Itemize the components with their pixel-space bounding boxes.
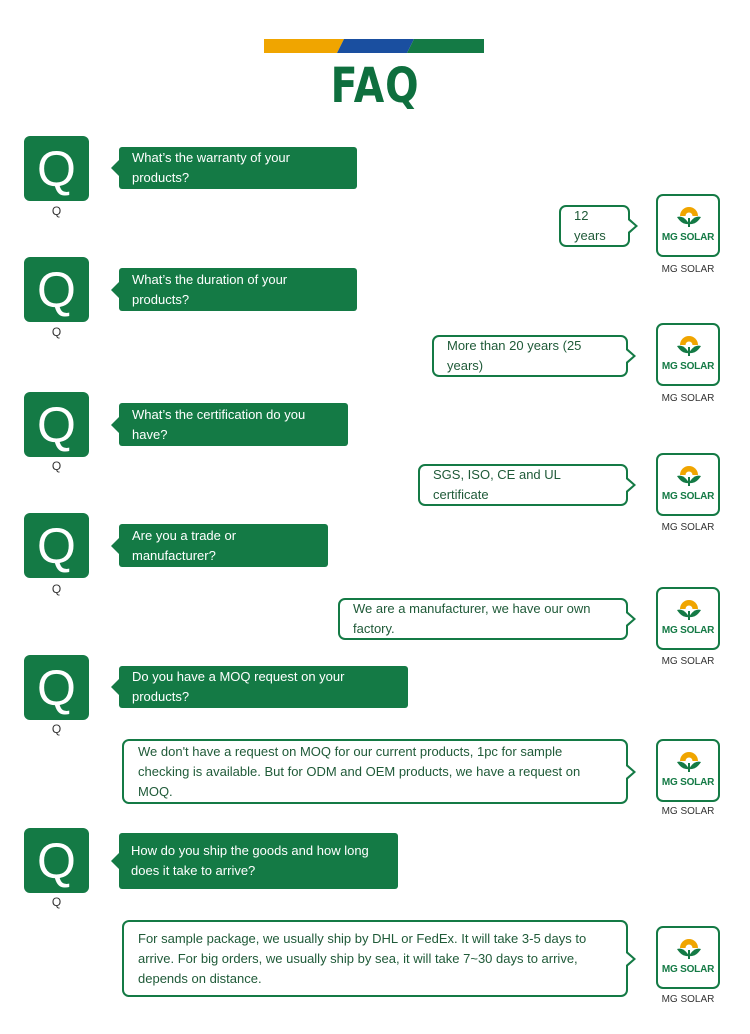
- sun-leaf-icon: [675, 936, 703, 960]
- question-bubble: What’s the warranty of your products?: [119, 147, 357, 189]
- question-badge-letter: Q: [37, 396, 76, 453]
- answer-bubble: [432, 335, 628, 377]
- brand-logo: [656, 926, 720, 989]
- brand-logo-text: MG SOLAR: [661, 964, 715, 975]
- answer-bubble: [338, 598, 628, 640]
- brand-logo-text: MG SOLAR: [661, 625, 715, 636]
- question-bubble: What’s the certification do you have?: [119, 403, 348, 446]
- question-badge-letter: Q: [37, 261, 76, 318]
- header-color-bar: [264, 39, 484, 53]
- question-caption: Q: [51, 895, 62, 909]
- brand-logo: [656, 453, 720, 516]
- question-bubble: What’s the duration of your products?: [119, 268, 357, 311]
- answer-text: We don't have a request on MOQ for our current products, 1pc for sample checking is available. But for ODM and OEM products, we have a request on MOQ.: [138, 743, 581, 799]
- brand-logo: [656, 587, 720, 650]
- question-caption: Q: [51, 582, 62, 596]
- brand-caption: MG SOLAR: [661, 522, 715, 533]
- question-badge: [24, 136, 89, 201]
- answer-bubble: [122, 920, 628, 997]
- answer-text: SGS, ISO, CE and UL certificate: [433, 467, 561, 502]
- question-badge-letter: Q: [37, 659, 76, 716]
- answer-bubble: [418, 464, 628, 506]
- question-badge: [24, 513, 89, 578]
- question-badge: [24, 257, 89, 322]
- question-badge: [24, 828, 89, 893]
- sun-leaf-icon: [675, 749, 703, 773]
- question-badge-letter: Q: [37, 140, 76, 197]
- brand-caption: MG SOLAR: [661, 994, 715, 1005]
- brand-logo-text: MG SOLAR: [661, 491, 715, 502]
- question-caption: Q: [51, 204, 62, 218]
- brand-caption: MG SOLAR: [661, 393, 715, 404]
- sun-leaf-icon: [675, 463, 703, 487]
- sun-leaf-icon: [675, 597, 703, 621]
- sun-leaf-icon: [675, 204, 703, 228]
- question-badge-letter: Q: [37, 517, 76, 574]
- brand-caption: MG SOLAR: [661, 656, 715, 667]
- question-bubble: How do you ship the goods and how long does it take to arrive?: [119, 833, 398, 889]
- answer-text: We are a manufacturer, we have our own factory.: [353, 601, 591, 636]
- question-caption: Q: [51, 722, 62, 736]
- question-badge-letter: Q: [37, 832, 76, 889]
- question-caption: Q: [51, 459, 62, 473]
- brand-logo: [656, 739, 720, 802]
- brand-logo-text: MG SOLAR: [661, 232, 715, 243]
- brand-caption: MG SOLAR: [661, 806, 715, 817]
- page-title: FAQ: [330, 58, 420, 114]
- question-bubble: Do you have a MOQ request on your products?: [119, 666, 408, 708]
- answer-text: For sample package, we usually ship by DHL or FedEx. It will take 3-5 days to arrive. For big orders, we usually ship by sea, it will take 7~30 days to arrive, depends on distance.: [138, 930, 587, 986]
- question-bubble: Are you a trade or manufacturer?: [119, 524, 328, 567]
- brand-logo-text: MG SOLAR: [661, 361, 715, 372]
- question-caption: Q: [51, 325, 62, 339]
- sun-leaf-icon: [675, 333, 703, 357]
- answer-bubble: [559, 205, 630, 247]
- answer-text: 12 years: [574, 208, 606, 243]
- answer-bubble: [122, 739, 628, 804]
- question-badge: [24, 655, 89, 720]
- brand-caption: MG SOLAR: [661, 264, 715, 275]
- question-badge: [24, 392, 89, 457]
- answer-text: More than 20 years (25 years): [447, 338, 582, 373]
- brand-logo-text: MG SOLAR: [661, 777, 715, 788]
- brand-logo: [656, 323, 720, 386]
- brand-logo: [656, 194, 720, 257]
